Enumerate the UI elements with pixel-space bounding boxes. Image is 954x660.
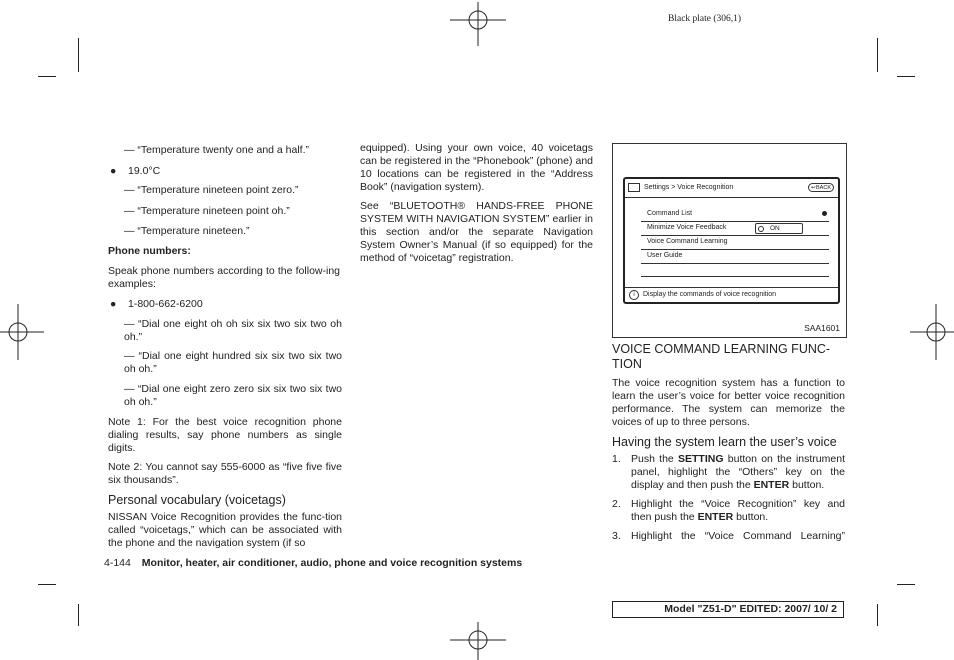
bullet-icon: ● <box>110 298 117 310</box>
screen-figure <box>612 143 847 338</box>
back-arrow-icon: ↩ <box>811 185 816 191</box>
page-footer <box>104 557 522 569</box>
menu-item[interactable]: Command List <box>641 207 829 222</box>
page-number: 4-144 <box>104 557 131 569</box>
back-button[interactable]: ↩ BACK <box>808 183 834 192</box>
info-icon: i <box>629 290 639 300</box>
bullet-icon: ● <box>110 165 117 177</box>
voicetag-paragraph: equipped). Using your own voice, 40 voicetags can be registered in the “Phonebook” (phone) and 10 locations can be registered in the “Address Book” (navigation system). <box>360 142 593 193</box>
bluetooth-paragraph: See “BLUETOOTH® HANDS-FREE PHONE SYSTEM WITH NAVIGATION SYSTEM” earlier in this section and/or the separate Navigation System Owner’s Manual (if so equipped) for the method of “voicetag” registration. <box>360 200 593 264</box>
step-2: 2. Highlight the “Voice Recognition” key and then push the ENTER button. <box>612 498 845 523</box>
model-box: Model "Z51-D" EDITED: 2007/ 10/ 2 <box>612 601 844 618</box>
toggle-on-indicator[interactable]: ON <box>755 223 803 234</box>
note-1: Note 1: For the best voice recognition phone dialing results, say phone numbers as single digits. <box>108 416 342 454</box>
plate-label: Black plate (306,1) <box>668 14 742 24</box>
list-item: — “Temperature nineteen.” <box>124 225 250 237</box>
phone-example: — “Dial one eight zero zero six six two six two oh oh.” <box>124 383 342 408</box>
menu-item[interactable]: Voice Command Learning <box>641 235 829 250</box>
screen-title-bar <box>625 179 838 198</box>
section-intro: The voice recognition system has a function to learn the user’s voice for better voice recognition performance. The system can memorize the voices of up to three persons. <box>612 377 845 428</box>
figure-code: SAA1601 <box>804 323 840 333</box>
phone-example: — “Dial one eight oh oh six six two six two oh oh.” <box>124 318 342 343</box>
menu-item[interactable]: User Guide <box>641 249 829 264</box>
toggle-circle-icon <box>758 226 764 232</box>
section-title: Monitor, heater, air conditioner, audio, phone and voice recognition systems <box>141 557 523 569</box>
list-item: — “Temperature twenty one and a half.” <box>124 144 310 156</box>
sub-heading: Having the system learn the user’s voice <box>612 435 837 449</box>
list-item: — “Temperature nineteen point zero.” <box>124 184 299 196</box>
selected-dot-icon <box>822 211 827 216</box>
registration-mark-top <box>448 2 508 46</box>
screen-title: Settings > Voice Recognition <box>644 184 734 191</box>
note-2: Note 2: You cannot say 555-6000 as “five five five six thousands”. <box>108 461 342 486</box>
registration-mark-bottom <box>448 622 508 660</box>
step-3: 3. Highlight the “Voice Command Learning” <box>612 530 845 542</box>
list-item: — “Temperature nineteen point oh.” <box>124 205 290 217</box>
phone-heading: Phone numbers: <box>108 245 191 257</box>
section-heading: VOICE COMMAND LEARNING FUNC-TION <box>612 342 831 371</box>
phone-example: — “Dial one eight hundred six six two six two oh oh.” <box>124 350 342 375</box>
phone-intro: Speak phone numbers according to the follow-ing examples: <box>108 265 340 290</box>
registration-mark-right <box>910 304 954 360</box>
registration-mark-left <box>0 304 44 360</box>
settings-icon <box>628 183 640 192</box>
menu-item[interactable]: Minimize Voice Feedback ON <box>641 221 829 236</box>
display-screen <box>623 177 840 304</box>
vocab-heading: Personal vocabulary (voicetags) <box>108 493 286 507</box>
vocab-text: NISSAN Voice Recognition provides the func-tion called “voicetags,” which can be associated with the phone and the navigation system (if so <box>108 511 342 549</box>
step-1: 1. Push the SETTING button on the instrument panel, highlight the “Others” key on the display and then push the ENTER button. <box>612 453 845 491</box>
menu-item-empty <box>641 263 829 277</box>
screen-footer: i Display the commands of voice recognition <box>625 287 838 302</box>
